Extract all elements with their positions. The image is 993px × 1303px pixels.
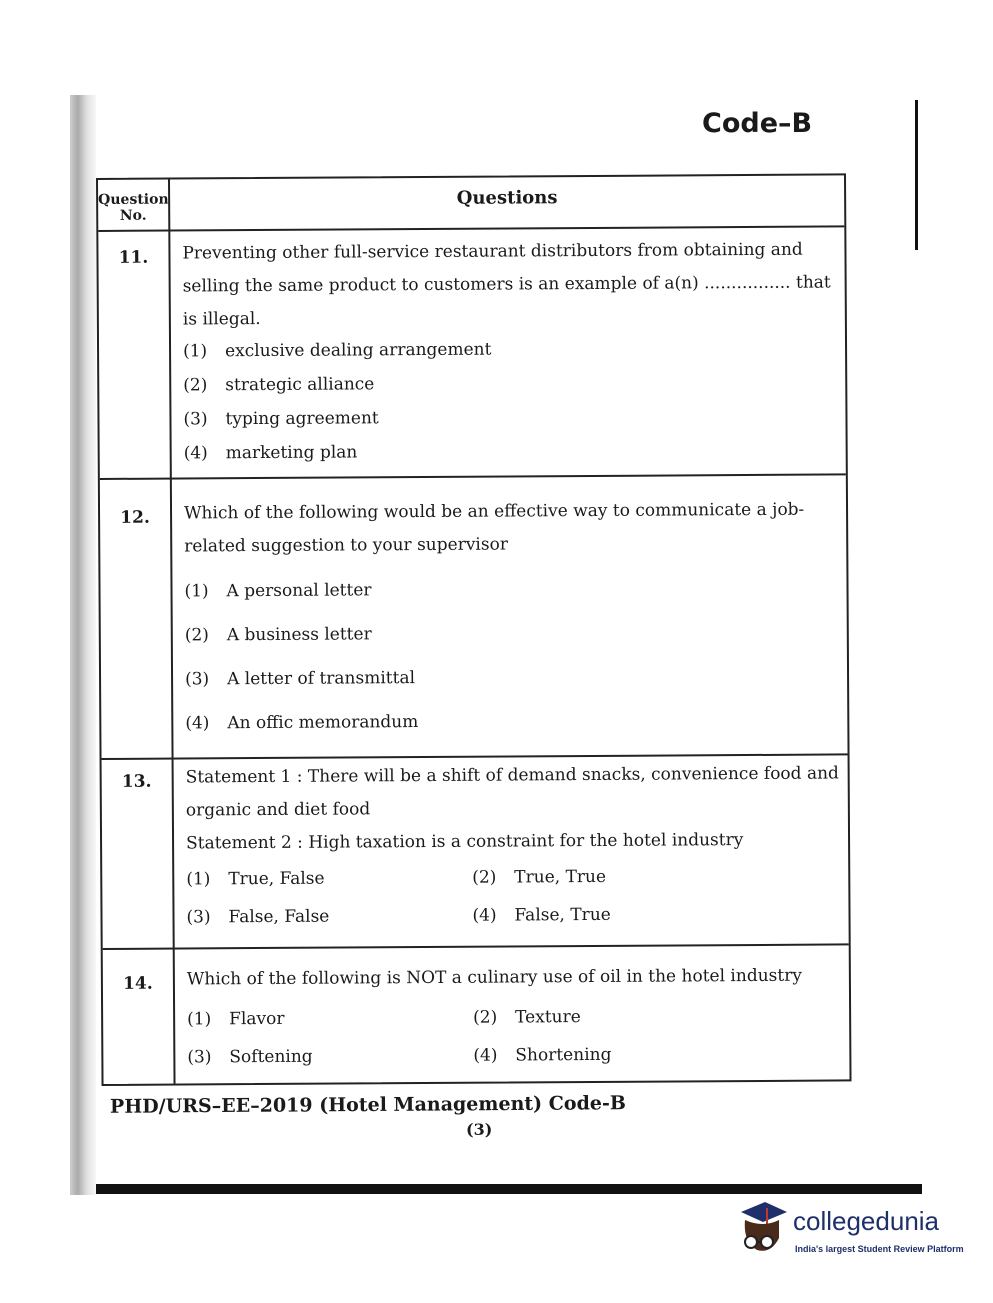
statement-2-text: Statement 2 : High taxation is a constraint for the hotel industry <box>186 830 744 854</box>
question-number: 11. <box>118 247 149 268</box>
option-3: (3) A letter of transmittal <box>185 668 416 690</box>
option-4: (4) False, True <box>472 904 611 926</box>
option-2: (2) True, True <box>472 866 607 888</box>
question-number: 13. <box>121 771 152 792</box>
option-3: (3) typing agreement <box>183 408 379 430</box>
header-question-no: Question No. <box>98 191 169 224</box>
option-2: (2) Texture <box>473 1007 581 1028</box>
questions-table <box>96 173 852 1086</box>
logo-tagline: India's largest Student Review Platform <box>795 1244 964 1254</box>
question-row-11 <box>98 225 846 480</box>
question-row-14 <box>103 943 850 1088</box>
page-number: (3) <box>466 1120 493 1139</box>
option-3: (3) False, False <box>186 906 330 928</box>
logo-wordmark: collegedunia <box>793 1206 940 1236</box>
table-header-row <box>98 175 844 232</box>
question-number: 12. <box>120 507 150 528</box>
option-1: (1) True, False <box>186 868 325 890</box>
collegedunia-mascot-icon <box>735 1198 789 1256</box>
option-4: (4) Shortening <box>473 1044 612 1066</box>
question-text: Preventing other full-service restaurant distributors from obtaining and selling the same product to customers is an example of a(n) ................ that is illegal. <box>182 239 831 330</box>
option-4: (4) marketing plan <box>183 442 358 464</box>
question-row-12 <box>100 473 848 760</box>
question-row-13 <box>102 753 849 950</box>
question-text: Which of the following is NOT a culinary use of oil in the hotel industry <box>186 965 802 990</box>
paper-footer: PHD/URS–EE–2019 (Hotel Management) Code-B <box>109 1092 626 1118</box>
question-text: Statement 1 : There will be a shift of demand snacks, convenience food and organic and diet food <box>185 763 839 821</box>
bottom-scan-bar <box>96 1184 922 1194</box>
option-1: (1) A personal letter <box>184 580 372 602</box>
option-1: (1) exclusive dealing arrangement <box>183 339 492 362</box>
scan-margin-line <box>915 100 918 250</box>
option-1: (1) Flavor <box>187 1008 285 1030</box>
question-number: 14. <box>123 973 153 994</box>
paper-code-title: Code–B <box>702 108 813 139</box>
option-2: (2) A business letter <box>184 624 372 646</box>
option-4: (4) An offic memorandum <box>185 712 419 734</box>
question-text: Which of the following would be an effective way to communicate a job-related suggestion to your supervisor <box>183 499 805 557</box>
scan-edge-shadow <box>70 95 96 1195</box>
header-questions: Questions <box>456 187 558 209</box>
option-2: (2) strategic alliance <box>183 374 375 396</box>
option-3: (3) Softening <box>187 1046 313 1068</box>
